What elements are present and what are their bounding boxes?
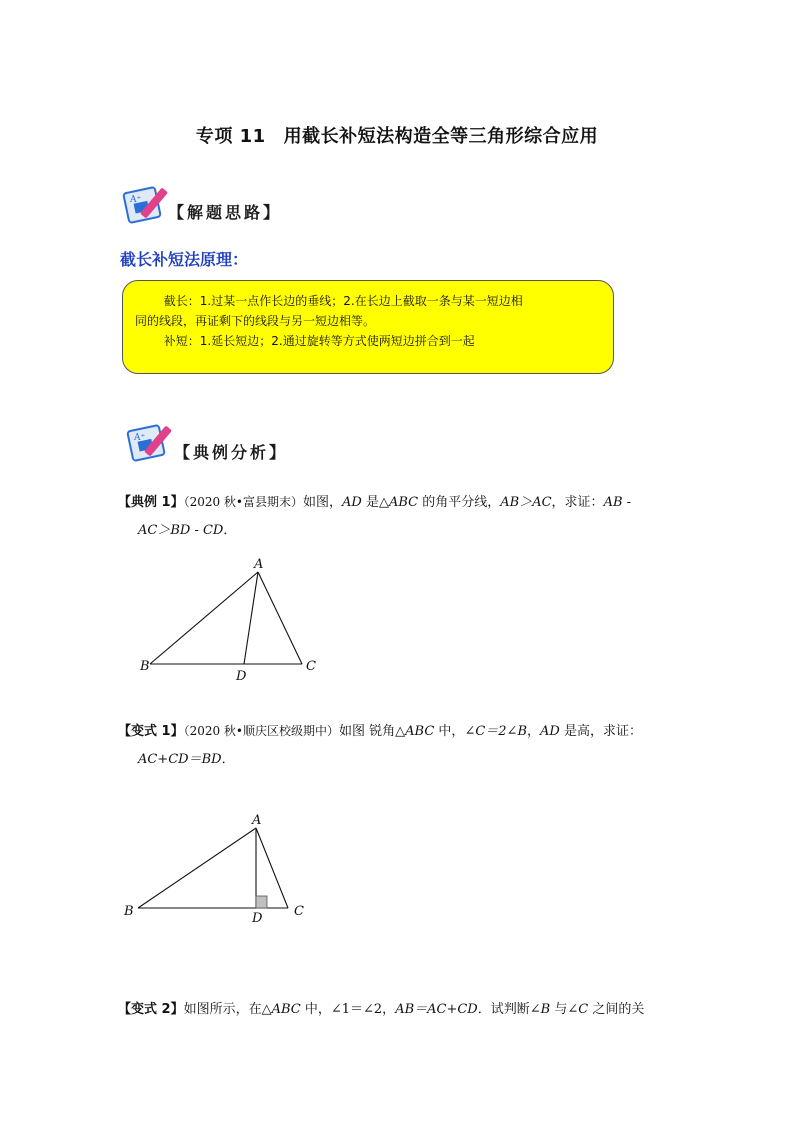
box-line-1: 截长：1.过某一点作长边的垂线；2.在长边上截取一条与某一短边相: [163, 294, 523, 308]
page-title: [0, 122, 794, 148]
variant-1-abc: ABC: [405, 724, 435, 739]
svg-text:A⁺: A⁺: [130, 195, 142, 205]
variant-1-text: 如图 锐角△: [339, 724, 406, 739]
label-b: B: [140, 659, 150, 674]
label-a: A: [254, 557, 264, 572]
example-1: [118, 488, 678, 545]
example-1-condition: AB＞AC: [500, 495, 552, 510]
label-c: C: [306, 659, 316, 674]
variant-1-condition: ∠C＝2∠B: [464, 724, 527, 739]
title-text: 用截长补短法构造全等三角形综合应用: [283, 126, 599, 147]
segment-ab: [150, 572, 258, 664]
example-1-text: 的角平分线，: [418, 495, 501, 510]
variant-1-tag: 【变式 1】: [118, 724, 184, 739]
svg-text:A⁺: A⁺: [134, 433, 146, 443]
variant-1-source: （2020 秋•顺庆区校级期中）: [183, 724, 340, 738]
variant-2-tag: 【变式 2】: [118, 1002, 184, 1017]
variant-2-condition: AB＝AC+CD: [395, 1002, 478, 1017]
example-1-text: ，求证：: [551, 495, 604, 510]
figure-2: [118, 810, 318, 925]
label-a: A: [252, 813, 262, 828]
title-number: 专项 11: [195, 126, 266, 147]
label-d: D: [236, 669, 247, 684]
principle-heading: 截长补短法原理：: [120, 250, 249, 269]
example-1-text: ．: [223, 523, 237, 538]
label-b: B: [124, 904, 134, 919]
variant-2-text: 之间的关: [588, 1002, 645, 1017]
variant-1-text: ，: [527, 724, 541, 739]
variant-1-ad: AD: [540, 724, 560, 739]
figure-1: [130, 552, 330, 687]
variant-2-text: 如图所示，在△: [183, 1002, 272, 1017]
variant-2-c: C: [578, 1002, 589, 1017]
segment-ac: [258, 572, 302, 664]
label-c: C: [294, 904, 304, 919]
section-label-2: 【典例分析】: [174, 443, 289, 462]
variant-2-text: ．试判断∠: [477, 1002, 541, 1017]
example-1-abc: ABC: [388, 495, 419, 510]
example-1-goal: AB: [603, 495, 623, 510]
principle-box: [122, 280, 614, 374]
example-1-goal: AC＞BD - CD: [138, 523, 224, 538]
variant-2-b: B: [540, 1002, 551, 1017]
example-1-text: 是△: [361, 495, 389, 510]
segment-ab: [138, 828, 256, 908]
example-1-ad: AD: [342, 495, 362, 510]
variant-2-text: 中，∠1＝∠2，: [300, 1002, 396, 1017]
variant-2-abc: ABC: [271, 1002, 301, 1017]
variant-2-text: 与∠: [550, 1002, 579, 1017]
variant-1-text: 中，: [434, 724, 465, 739]
box-line-2: 同的线段，再证剩下的线段与另一短边相等。: [135, 314, 376, 328]
label-d: D: [252, 911, 263, 925]
example-1-tag: 【典例 1】: [118, 495, 184, 510]
segment-ad: [244, 572, 258, 664]
example-1-text: -: [622, 495, 632, 510]
example-1-source: （2020 秋•富县期末）: [183, 495, 304, 509]
variant-1-text: 是高，求证：: [559, 724, 642, 739]
variant-1-goal: AC+CD＝BD: [138, 752, 222, 767]
section-label-1: 【解题思路】: [168, 203, 283, 222]
variant-2: [118, 996, 678, 1024]
right-angle-mark: [256, 896, 267, 908]
variant-1: [118, 717, 678, 774]
variant-1-text: ．: [221, 752, 235, 767]
example-1-text: 如图，: [303, 495, 343, 510]
box-line-3: 补短：1.延长短边；2.通过旋转等方式使两短边拼合到一起: [163, 334, 475, 348]
